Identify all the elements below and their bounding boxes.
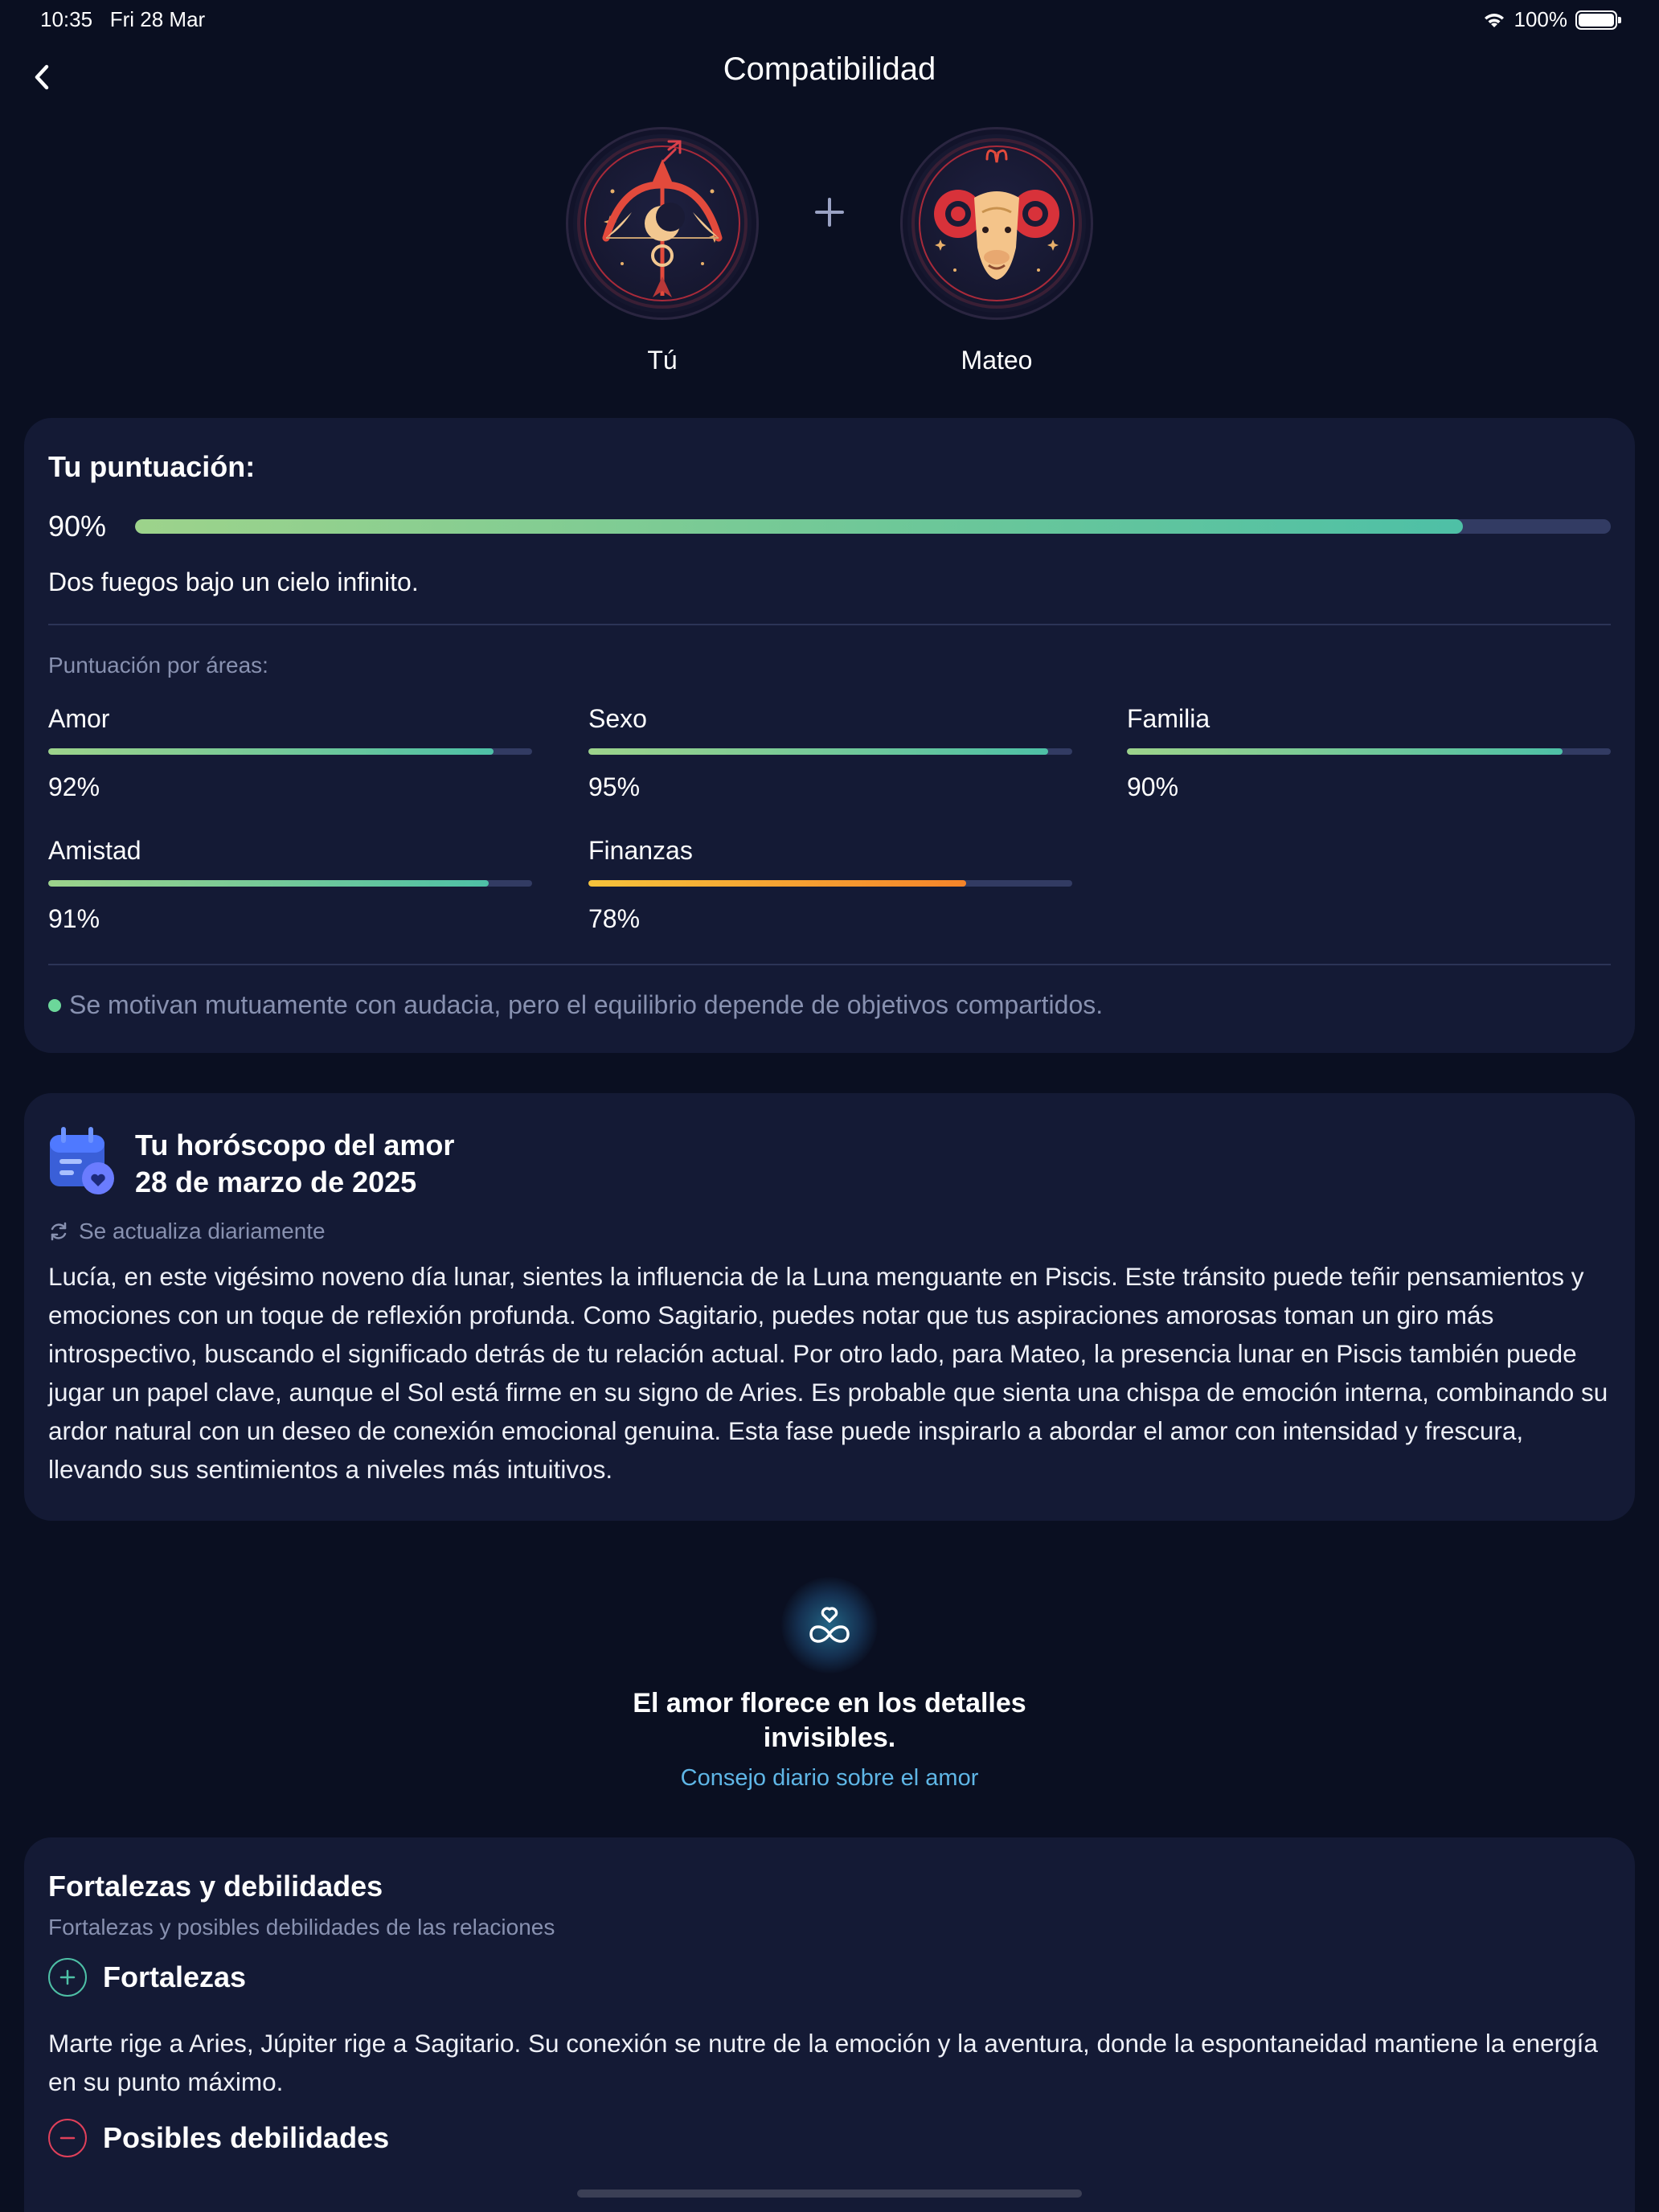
area-familia: [1127, 704, 1611, 802]
weaknesses-row[interactable]: [48, 2119, 389, 2157]
score-heading: Tu puntuación:: [48, 450, 256, 483]
battery-icon: [1575, 10, 1617, 30]
minus-circle-icon: [48, 2119, 87, 2157]
area-sexo: [588, 704, 1072, 802]
plus-circle-icon: [48, 1958, 87, 1997]
area-progress-fill: [1127, 748, 1563, 755]
battery-percent: 100%: [1514, 7, 1567, 31]
area-progress-fill: [48, 880, 489, 887]
home-indicator[interactable]: [577, 2189, 1082, 2198]
avatar-partner[interactable]: [900, 127, 1093, 375]
aries-avatar: [900, 127, 1093, 320]
horoscope-title-line1: Tu horóscopo del amor: [135, 1129, 455, 1161]
divider: [48, 964, 1611, 965]
score-card: [24, 418, 1635, 1053]
calendar-heart-icon: [48, 1125, 116, 1194]
avatar-name-you: Tú: [647, 346, 678, 375]
area-finanzas: [588, 836, 1072, 934]
plus-icon: [813, 196, 846, 228]
sagittarius-icon: [574, 135, 751, 312]
green-dot-icon: [48, 999, 61, 1012]
area-progress-bar: [588, 880, 1072, 887]
updates-daily: [48, 1219, 326, 1244]
status-clock: 10:35: [40, 7, 93, 31]
infinity-heart-badge: [781, 1577, 878, 1673]
areas-label: Puntuación por áreas:: [48, 653, 268, 678]
area-percent: 92%: [48, 772, 100, 801]
score-progress-fill: [135, 519, 1463, 534]
status-bar: [0, 0, 1659, 39]
area-progress-bar: [1127, 748, 1611, 755]
area-name: Sexo: [588, 704, 647, 733]
area-percent: 78%: [588, 904, 641, 933]
wifi-icon: [1482, 10, 1506, 30]
area-percent: 90%: [1127, 772, 1179, 801]
area-percent: 91%: [48, 904, 100, 933]
refresh-icon: [48, 1221, 69, 1242]
area-name: Familia: [1127, 704, 1210, 733]
love-horoscope-card: [24, 1093, 1635, 1521]
horoscope-title: [135, 1127, 454, 1201]
strengths-text: Marte rige a Aries, Júpiter rige a Sagitario. Su conexión se nutre de la emoción y la aventura, donde la espontaneidad mantiene la energía en su punto máximo.: [48, 2029, 1598, 2096]
page-title: Compatibilidad: [723, 51, 936, 87]
sagittarius-avatar: [566, 127, 759, 320]
score-percent: 90%: [48, 510, 107, 543]
score-note-text: Se motivan mutuamente con audacia, pero el equilibrio depende de objetivos compartidos.: [69, 990, 1104, 1019]
status-right: [1482, 7, 1618, 32]
area-progress-bar: [588, 748, 1072, 755]
strengths-weaknesses-card: [24, 1837, 1635, 2212]
avatar-name-partner: Mateo: [961, 346, 1033, 375]
score-tagline: Dos fuegos bajo un cielo infinito.: [48, 567, 419, 596]
area-progress-fill: [588, 748, 1048, 755]
strengths-label: Fortalezas: [103, 1960, 247, 1993]
horoscope-text: Lucía, en este vigésimo noveno día lunar, sientes la influencia de la Luna menguante en Piscis. Este tránsito puede teñir pensamientos y emociones con un toque de reflexión profunda. Como Sagitario, puedes notar que tus aspiraciones amorosas toman un giro más introspectivo, buscando el significado detrás de tu relación actual. Por otro lado, para Mateo, la presencia lunar en Piscis también puede jugar un papel clave, aunque el Sol está firme en su signo de Aries. Es probable que sienta una chispa de emoción interna, combinando su ardor natural con un deseo de conexión emocional genuina. Esta fase puede inspirarlo a abordar el amor con intensidad y frescura, llevando sus sentimientos a niveles más intuitivos.: [48, 1262, 1608, 1484]
area-amistad: [48, 836, 532, 934]
score-progress-bar: [135, 519, 1611, 534]
area-progress-bar: [48, 748, 532, 755]
strengths-row[interactable]: [48, 1958, 246, 1997]
weaknesses-label: Posibles debilidades: [103, 2121, 390, 2154]
score-note: [48, 990, 1103, 1020]
area-percent: 95%: [588, 772, 641, 801]
area-name: Amistad: [48, 836, 141, 865]
daily-tip-text: El amor florece en los detalles invisibles.: [633, 1688, 1026, 1753]
updates-text: Se actualiza diariamente: [79, 1219, 326, 1243]
horoscope-date: 28 de marzo de 2025: [135, 1165, 417, 1198]
area-name: Finanzas: [588, 836, 693, 865]
aries-icon: [908, 135, 1085, 312]
infinity-heart-icon: [801, 1597, 858, 1653]
daily-love-tip-link[interactable]: Consejo diario sobre el amor: [680, 1765, 979, 1791]
status-time: [40, 7, 205, 32]
divider: [48, 624, 1611, 625]
avatar-you[interactable]: [566, 127, 759, 375]
area-progress-bar: [48, 880, 532, 887]
strengths-subtitle: Fortalezas y posibles debilidades de las relaciones: [48, 1915, 555, 1940]
area-progress-fill: [48, 748, 494, 755]
area-amor: [48, 704, 532, 802]
area-progress-fill: [588, 880, 966, 887]
status-date: Fri 28 Mar: [109, 7, 206, 31]
strengths-title: Fortalezas y debilidades: [48, 1870, 383, 1903]
area-name: Amor: [48, 704, 110, 733]
